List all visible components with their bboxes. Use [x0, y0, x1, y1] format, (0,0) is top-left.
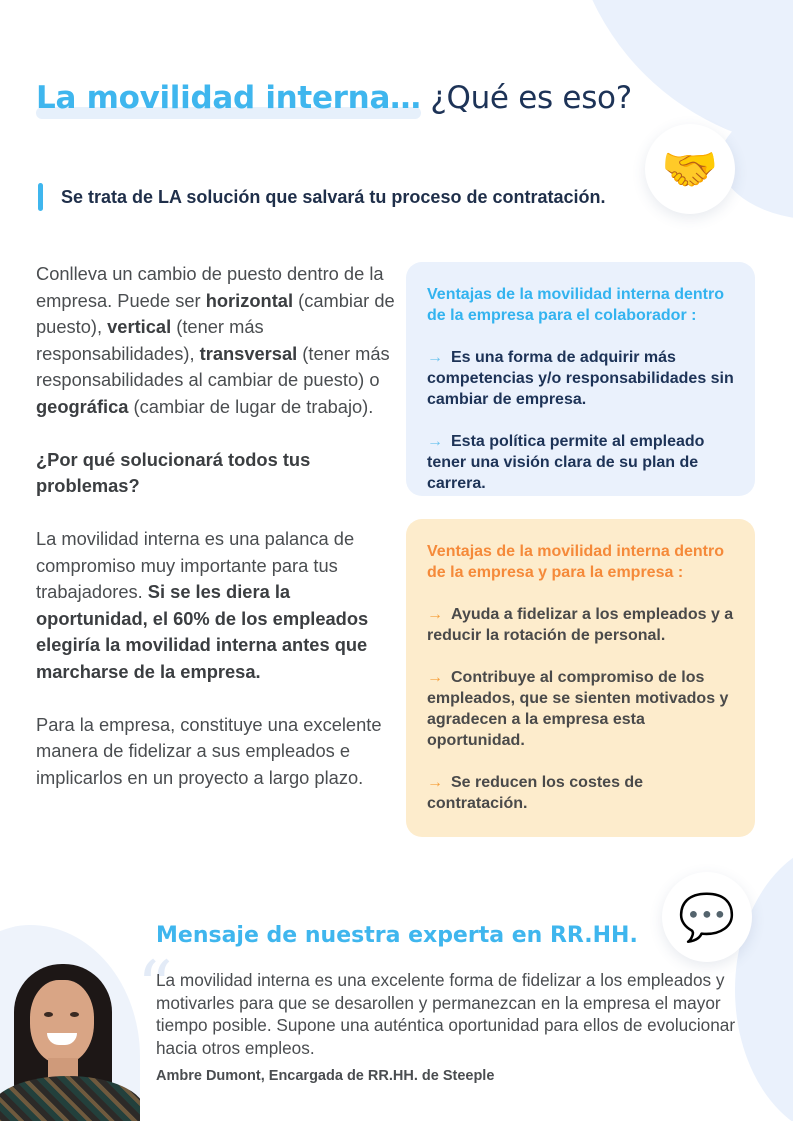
quote-mark-icon: “ [137, 946, 173, 1028]
avatar-eye-left [44, 1012, 53, 1017]
subtitle-text: Se trata de LA solución que salvará tu proceso de contratación. [61, 186, 606, 207]
definition-paragraph [36, 261, 396, 420]
avatar-clothing [0, 1076, 140, 1121]
avatar-face [30, 980, 94, 1064]
type-geografica: geográfica [36, 395, 129, 417]
company-advantages-title: Ventajas de la movilidad interna dentro de la empresa y para la empresa : [427, 543, 724, 581]
arrow-right-icon: → [427, 349, 443, 366]
page-title [36, 80, 632, 116]
employee-advantages-card [406, 262, 755, 496]
page-title-question: ¿Qué es eso? [420, 80, 632, 116]
arrow-right-icon: → [427, 433, 443, 450]
avatar [0, 958, 140, 1121]
definition-text: Conlleva un cambio de puesto dentro de la empresa. Puede ser [36, 263, 384, 311]
definition-text: (tener más responsabilidades al cambiar de puesto) o [36, 342, 390, 390]
page-title-highlight: La movilidad interna… [36, 80, 421, 116]
engagement-paragraph [36, 526, 396, 685]
list-item [427, 431, 741, 494]
list-item [427, 772, 741, 814]
definition-text: (tener más responsabilidades), [36, 316, 264, 364]
subtitle-accent-bar [38, 183, 43, 211]
employee-advantages-title: Ventajas de la movilidad interna dentro de la empresa para el colaborador : [427, 286, 724, 324]
company-benefit-paragraph: Para la empresa, constituye una excelente manera de fidelizar a sus empleados e implicarlos en un proyecto a largo plazo. [36, 713, 382, 788]
arrow-right-icon: → [427, 774, 443, 791]
expert-section-title: Mensaje de nuestra experta en RR.HH. [156, 923, 638, 948]
subtitle-callout [38, 183, 605, 211]
speech-bubbles-glyph: 💬 [678, 890, 736, 943]
engagement-text: La movilidad interna es una palanca de compromiso muy importante para tus trabajadores. [36, 528, 355, 602]
list-item-text: Ayuda a fidelizar a los empleados y a reducir la rotación de personal. [427, 606, 734, 644]
engagement-statistic: Si se les diera la oportunidad, el 60% de los empleados elegiría la movilidad interna antes que marcharse de la empresa. [36, 581, 369, 682]
list-item-text: Es una forma de adquirir más competencias y/o responsabilidades sin cambiar de empresa. [427, 349, 734, 408]
avatar-eye-right [70, 1012, 79, 1017]
type-transversal: transversal [199, 342, 298, 364]
definition-text: (cambiar de lugar de trabajo). [128, 395, 374, 417]
list-item-text: Se reducen los costes de contratación. [427, 774, 644, 812]
list-item-text: Esta política permite al empleado tener una visión clara de su plan de carrera. [427, 433, 705, 492]
list-item [427, 347, 741, 410]
definition-text: (cambiar de puesto), [36, 289, 395, 337]
type-vertical: vertical [107, 316, 172, 337]
intro-column [36, 261, 396, 818]
handshake-icon [645, 124, 735, 214]
expert-quote: La movilidad interna es una excelente forma de fidelizar a los empleados y motivarles para que se desarollen y permanezcan en la empresa el mayor tiempo posible. Supone una auténtica oportunidad para ellos de evolucionar hacia otros empleos. [156, 970, 736, 1058]
handshake-glyph: 🤝 [661, 142, 719, 195]
type-horizontal: horizontal [205, 289, 294, 311]
list-item [427, 604, 741, 646]
question-text: ¿Por qué solucionará todos tus problemas? [36, 448, 311, 496]
list-item-text: Contribuye al compromiso de los empleados, que se sienten motivados y agradecen a la empresa esta oportunidad. [427, 669, 729, 749]
arrow-right-icon: → [427, 669, 443, 686]
question-heading [36, 447, 396, 500]
arrow-right-icon: → [427, 606, 443, 623]
speech-bubbles-icon [662, 872, 752, 962]
company-advantages-card [406, 519, 755, 837]
expert-author: Ambre Dumont, Encargada de RR.HH. de Steeple [156, 1068, 495, 1084]
list-item [427, 667, 741, 751]
